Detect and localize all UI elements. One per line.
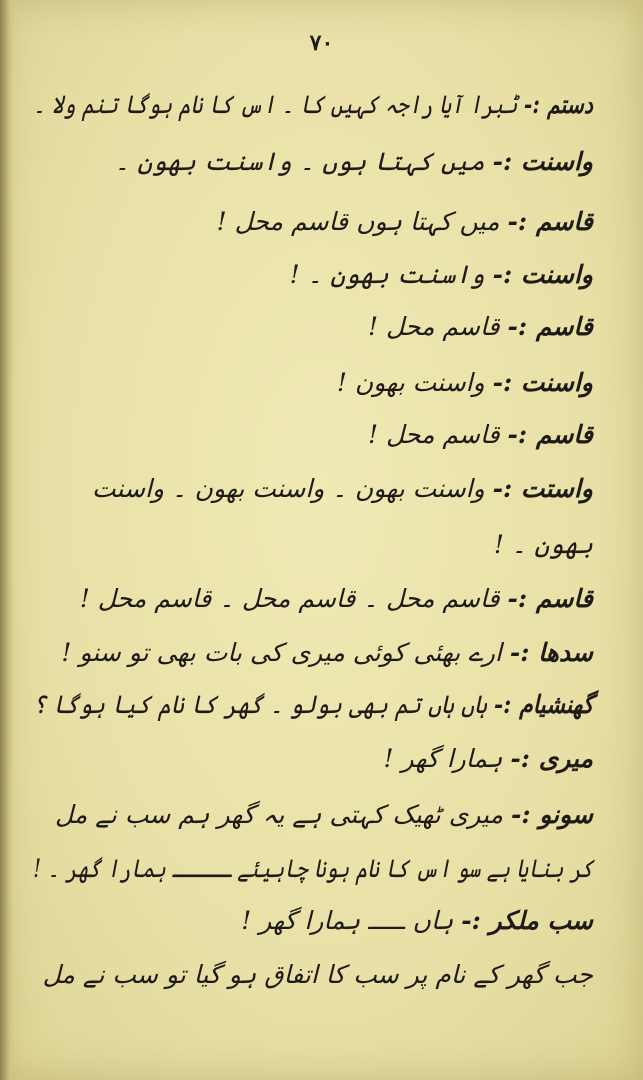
text-line xyxy=(217,205,593,239)
text-line xyxy=(368,310,593,344)
speaker-label: واسنت :- xyxy=(492,368,593,397)
speaker-label: گھنشیام :- xyxy=(493,690,593,719)
dialogue-text: واسنت بھون ۔ ! xyxy=(289,260,485,289)
speaker-label: واسنت :- xyxy=(492,260,593,289)
speaker-label: میری :- xyxy=(510,744,593,773)
dialogue-text: واسنت بھون ۔ واسنت بھون ۔ واسنت xyxy=(92,474,485,503)
text-line xyxy=(55,798,593,832)
text-line xyxy=(368,418,593,452)
text-line xyxy=(61,636,593,670)
text-line xyxy=(384,742,593,776)
dialogue-text: ہاں ـــــ ہمارا گھر ! xyxy=(241,906,454,935)
dialogue-text: میں کہتا ہوں قاسم محل ! xyxy=(216,207,500,236)
dialogue-text: میری ٹھیک کہتی ہے یہ گھر ہم سب نے مل xyxy=(55,800,503,829)
text-line xyxy=(115,145,593,179)
text-line xyxy=(494,528,593,562)
speaker-label: سدھا :- xyxy=(509,638,593,667)
dialogue-text: ارے بھئی کوئی میری کی بات بھی تو سنو ! xyxy=(61,638,502,667)
speaker-label: قاسم :- xyxy=(507,207,593,236)
dialogue-text: ٹبرا آیا راجہ کہیں کا ۔ اس کا نام ہوگا تنم ولا ۔ xyxy=(33,90,518,119)
dialogue-text: ہاں ہاں تم بھی بولو ۔ گھر کا نام کیا ہوگا ؟ xyxy=(32,690,487,719)
text-line xyxy=(80,582,593,616)
speaker-label: قاسم :- xyxy=(507,312,593,341)
speaker-label: واسنت :- xyxy=(492,147,593,176)
text-line xyxy=(33,852,593,886)
dialogue-text: واسنت بھون ! xyxy=(336,368,485,397)
speaker-label: سب ملکر :- xyxy=(461,906,593,935)
speaker-label: سونو :- xyxy=(510,800,593,829)
dialogue-text: قاسم محل ! xyxy=(368,420,500,449)
text-line xyxy=(241,904,593,938)
dialogue-text: کر بنایا ہے سو اس کا نام ہونا چاہیئے ـــــ ہمارا گھر ۔ ! xyxy=(32,854,593,883)
dialogue-text: جب گھر کے نام پر سب کا اتفاق ہو گیا تو سب نے مل xyxy=(42,960,593,989)
dialogue-text: قاسم محل ! xyxy=(368,312,500,341)
speaker-label: قاسم :- xyxy=(507,584,593,613)
speaker-label: واستت :- xyxy=(492,474,593,503)
text-line xyxy=(33,88,593,122)
text-line xyxy=(33,688,593,722)
speaker-label: دستم :- xyxy=(523,90,593,119)
dialogue-text: قاسم محل ۔ قاسم محل ۔ قاسم محل ! xyxy=(79,584,500,613)
text-line xyxy=(43,958,593,992)
page-number: ۷۰ xyxy=(309,30,334,56)
text-line xyxy=(92,472,593,506)
text-line xyxy=(337,366,593,400)
speaker-label: قاسم :- xyxy=(507,420,593,449)
dialogue-text: میں کہتا ہوں ۔ واسنت بھون ۔ xyxy=(114,147,485,176)
dialogue-text: ہمارا گھر ! xyxy=(383,744,503,773)
dialogue-text: بھون ۔ ! xyxy=(493,530,593,559)
text-line xyxy=(290,258,593,292)
page-binding-edge xyxy=(0,0,14,1080)
